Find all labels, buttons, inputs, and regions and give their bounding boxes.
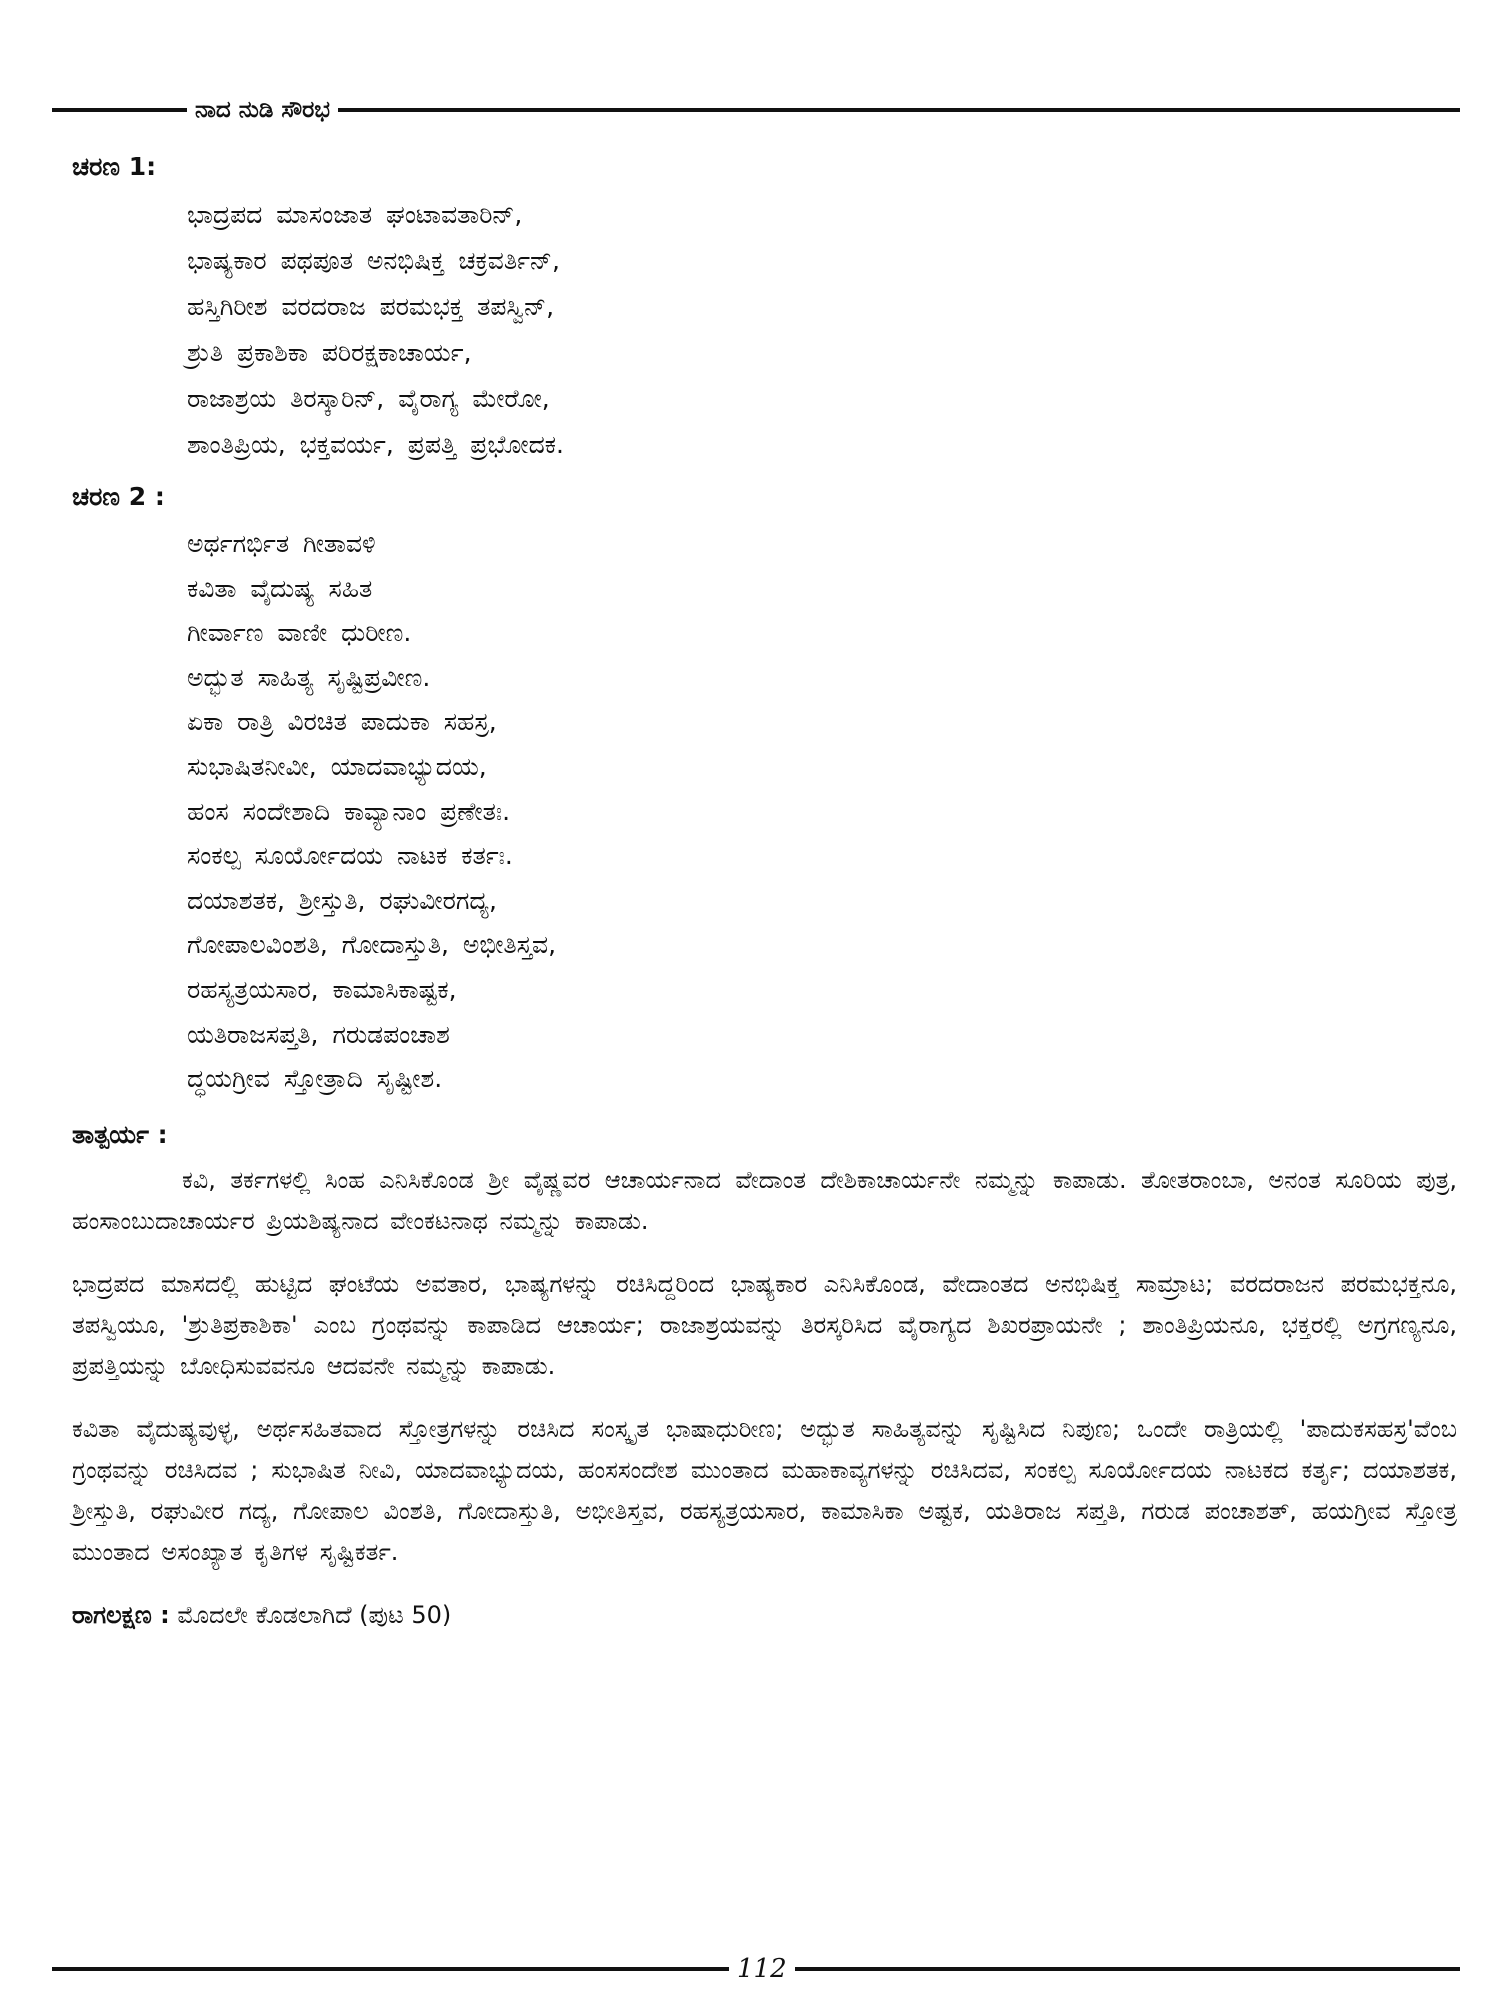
- verse-line: ಶ್ರುತಿ ಪ್ರಕಾಶಿಕಾ ಪರಿರಕ್ಷಕಾಚಾರ್ಯ,: [187, 338, 472, 367]
- book-title: ನಾದ ನುಡಿ ಸೌರಭ: [195, 97, 331, 123]
- charana-1-label: ಚರಣ 1:: [72, 152, 157, 181]
- meaning-paragraph: ಭಾದ್ರಪದ ಮಾಸದಲ್ಲಿ ಹುಟ್ಟಿದ ಘಂಟೆಯ ಅವತಾರ, ಭಾಷ್ಯಗಳನ್ನು ರಚಿಸಿದ್ದರಿಂದ ಭಾಷ್ಯಕಾರ ಎನಿಸಿಕೊಂಡ, ವೇದಾಂತದ ಅನಭಿಷಿಕ್ತ ಸಾಮ್ರಾಟ; ವರದರಾಜನ ಪರಮಭಕ್ತನೂ, ತಪಸ್ವಿಯೂ, 'ಶ್ರುತಿಪ್ರಕಾಶಿಕಾ' ಎಂಬ ಗ್ರಂಥವನ್ನು ಕಾಪಾಡಿದ ಆಚಾರ್ಯ; ರಾಜಾಶ್ರಯವನ್ನು ತಿರಸ್ಕರಿಸಿದ ವೈರಾಗ್ಯದ ಶಿಖರಪ್ರಾಯನೇ ; ಶಾಂತಿಪ್ರಿಯನೂ, ಭಕ್ತರಲ್ಲಿ ಅಗ್ರಗಣ್ಯನೂ, ಪ್ರಪತ್ತಿಯನ್ನು ಬೋಧಿಸುವವನೂ ಆದವನೇ ನಮ್ಮನ್ನು ಕಾಪಾಡು.: [72, 1269, 1457, 1380]
- verse-line: ಭಾಷ್ಯಕಾರ ಪಥಪೂತ ಅನಭಿಷಿಕ್ತ ಚಕ್ರವರ್ತಿನ್,: [187, 246, 560, 275]
- meaning-paragraph: ಕವಿತಾ ವೈದುಷ್ಯವುಳ್ಳ, ಅರ್ಥಸಹಿತವಾದ ಸ್ತೋತ್ರಗಳನ್ನು ರಚಿಸಿದ ಸಂಸ್ಕೃತ ಭಾಷಾಧುರೀಣ; ಅದ್ಭುತ ಸಾಹಿತ್ಯವನ್ನು ಸೃಷ್ಟಿಸಿದ ನಿಪುಣ; ಒಂದೇ ರಾತ್ರಿಯಲ್ಲಿ 'ಪಾದುಕಸಹಸ್ರ'ವೆಂಬ ಗ್ರಂಥವನ್ನು ರಚಿಸಿದವ ; ಸುಭಾಷಿತ ನೀವಿ, ಯಾದವಾಭ್ಯುದಯ, ಹಂಸಸಂದೇಶ ಮುಂತಾದ ಮಹಾಕಾವ್ಯಗಳನ್ನು ರಚಿಸಿದವ, ಸಂಕಲ್ಪ ಸೂರ್ಯೋದಯ ನಾಟಕದ ಕರ್ತೃ; ದಯಾಶತಕ, ಶ್ರೀಸ್ತುತಿ, ರಘುವೀರ ಗದ್ಯ, ಗೋಪಾಲ ವಿಂಶತಿ, ಗೋದಾಸ್ತುತಿ, ಅಭೀತಿಸ್ತವ, ರಹಸ್ಯತ್ರಯಸಾರ, ಕಾಮಾಸಿಕಾ ಅಷ್ಟಕ, ಯತಿರಾಜ ಸಪ್ತತಿ, ಗರುಡ ಪಂಚಾಶತ್, ಹಯಗ್ರೀವ ಸ್ತೋತ್ರ ಮುಂತಾದ ಅಸಂಖ್ಯಾತ ಕೃತಿಗಳ ಸೃಷ್ಟಿಕರ್ತ.: [72, 1414, 1457, 1566]
- verse-line: ಕವಿತಾ ವೈದುಷ್ಯ ಸಹಿತ: [187, 573, 373, 603]
- charana-1-verses: [187, 192, 1457, 468]
- page-header: [52, 90, 1460, 130]
- verse-line: ಶಾಂತಿಪ್ರಿಯ, ಭಕ್ತವರ್ಯ, ಪ್ರಪತ್ತಿ ಪ್ರಭೋದಕ.: [187, 430, 564, 459]
- verse-line: ಗೀರ್ವಾಣ ವಾಣೀ ಧುರೀಣ.: [187, 618, 412, 648]
- charana-2-label: ಚರಣ 2 :: [72, 482, 165, 511]
- verse-line: ರಾಜಾಶ್ರಯ ತಿರಸ್ಕಾರಿನ್, ವೈರಾಗ್ಯ ಮೇರೋ,: [187, 384, 550, 413]
- meaning-paragraph: ಕವಿ, ತರ್ಕಗಳಲ್ಲಿ ಸಿಂಹ ಎನಿಸಿಕೊಂಡ ಶ್ರೀ ವೈಷ್ಣವರ ಆಚಾರ್ಯನಾದ ವೇದಾಂತ ದೇಶಿಕಾಚಾರ್ಯನೇ ನಮ್ಮನ್ನು ಕಾಪಾಡು. ತೋತರಾಂಬಾ, ಅನಂತ ಸೂರಿಯ ಪುತ್ರ, ಹಂಸಾಂಬುದಾಚಾರ್ಯರ ಪ್ರಿಯಶಿಷ್ಯನಾದ ವೇಂಕಟನಾಥ ನಮ್ಮನ್ನು ಕಾಪಾಡು.: [72, 1165, 1457, 1235]
- ragalakshana-text: ಮೊದಲೇ ಕೊಡಲಾಗಿದೆ (ಪುಟ 50): [177, 1600, 452, 1629]
- ragalakshana-label: ರಾಗಲಕ್ಷಣ :: [72, 1600, 170, 1629]
- verse-line: ಗೋಪಾಲವಿಂಶತಿ, ಗೋದಾಸ್ತುತಿ, ಅಭೀತಿಸ್ತವ,: [187, 930, 557, 960]
- charana-2-verses: [187, 522, 1457, 1102]
- header-rule-right: [338, 108, 1460, 112]
- verse-line: ಸುಭಾಷಿತನೀವೀ, ಯಾದವಾಭ್ಯುದಯ,: [187, 751, 487, 781]
- verse-line: ಅರ್ಥಗರ್ಭಿತ ಗೀತಾವಳಿ: [187, 529, 376, 558]
- page-footer: [52, 1952, 1460, 1986]
- verse-line: ಹಂಸ ಸಂದೇಶಾದಿ ಕಾವ್ಯಾನಾಂ ಪ್ರಣೇತಃ.: [187, 796, 511, 826]
- verse-line: ಅದ್ಭುತ ಸಾಹಿತ್ಯ ಸೃಷ್ಟಿಪ್ರವೀಣ.: [187, 662, 431, 692]
- verse-line: ಯತಿರಾಜಸಪ್ತತಿ, ಗರುಡಪಂಚಾಶ: [187, 1019, 450, 1049]
- verse-line: ಏಕಾ ರಾತ್ರಿ ವಿರಚಿತ ಪಾದುಕಾ ಸಹಸ್ರ,: [187, 707, 497, 737]
- footer-rule-right: [795, 1967, 1460, 1971]
- verse-line: ದಯಾಶತಕ, ಶ್ರೀಸ್ತುತಿ, ರಘುವೀರಗದ್ಯ,: [187, 885, 497, 915]
- ragalakshana-line: [72, 1595, 1457, 1635]
- tatparya-label: ತಾತ್ಪರ್ಯ :: [72, 1119, 168, 1149]
- header-rule-left: [52, 108, 187, 112]
- verse-line: ರಹಸ್ಯತ್ರಯಸಾರ, ಕಾಮಾಸಿಕಾಷ್ಟಕ,: [187, 974, 457, 1004]
- verse-line: ಸಂಕಲ್ಪ ಸೂರ್ಯೋದಯ ನಾಟಕ ಕರ್ತಃ.: [187, 841, 513, 871]
- verse-line: ಹಸ್ತಿಗಿರೀಶ ವರದರಾಜ ಪರಮಭಕ್ತ ತಪಸ್ವಿನ್,: [187, 292, 555, 321]
- page-content: [72, 148, 1457, 1635]
- footer-rule-left: [52, 1967, 729, 1971]
- verse-line: ಭಾದ್ರಪದ ಮಾಸಂಜಾತ ಘಂಟಾವತಾರಿನ್,: [187, 200, 523, 229]
- page-number: 112: [737, 1954, 787, 1984]
- verse-line: ದ್ಧಯಗ್ರೀವ ಸ್ತೋತ್ರಾದಿ ಸೃಷ್ಟೀಶ.: [187, 1064, 443, 1094]
